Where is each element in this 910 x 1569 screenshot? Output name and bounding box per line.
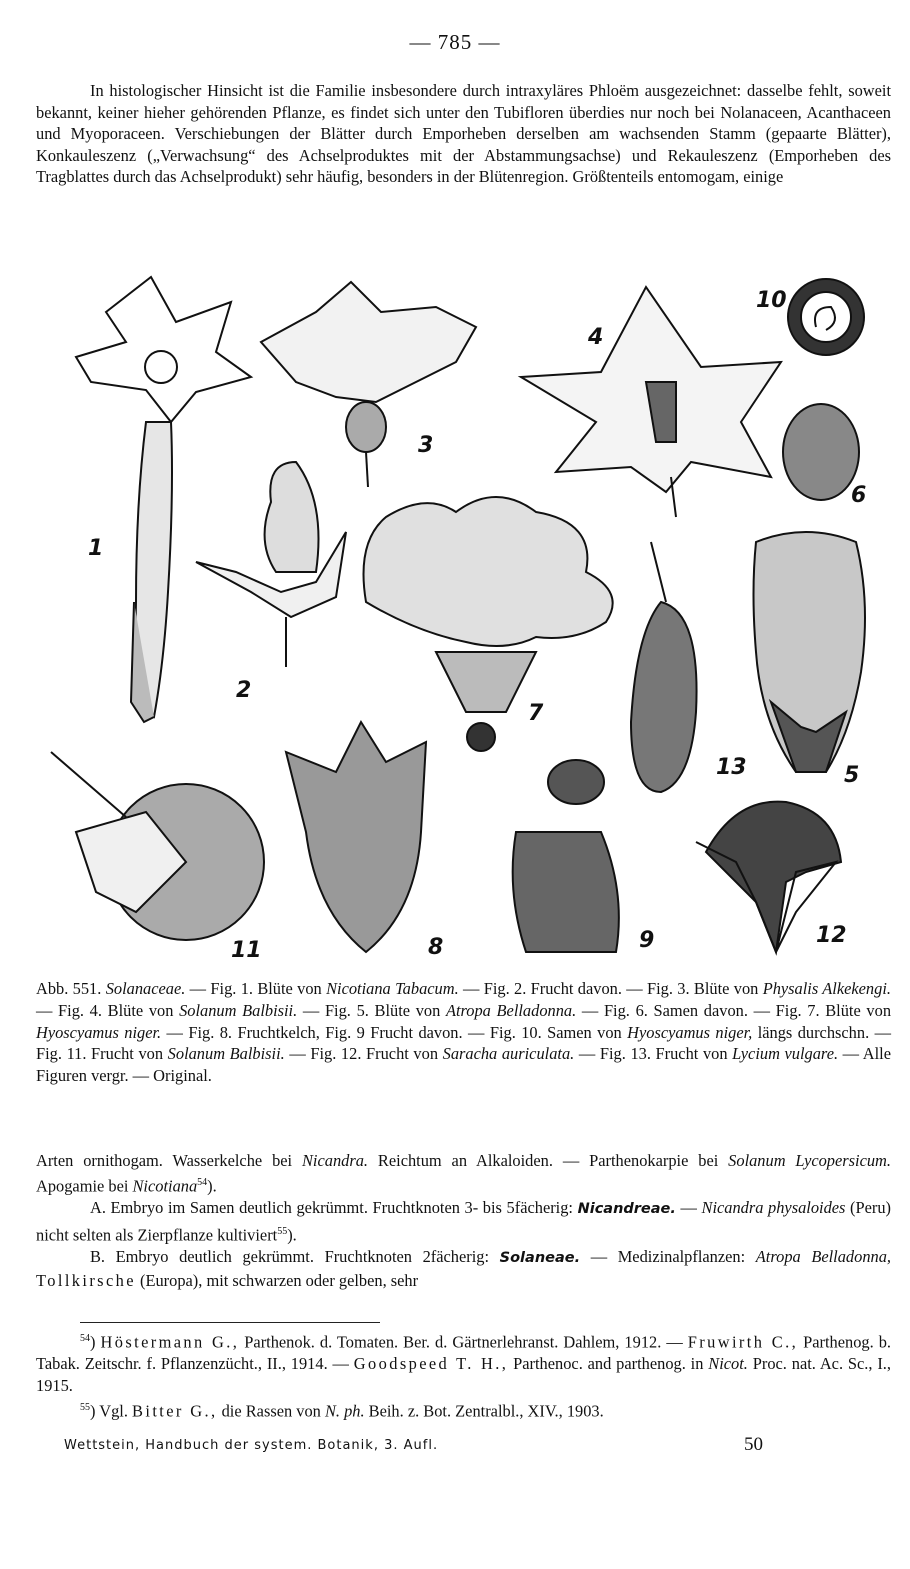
caption-text: — Fig. 8. Fruchtkelch, Fig. 9 Frucht davon. — Fig. 10. Samen von bbox=[161, 1022, 628, 1042]
fig6-seed bbox=[783, 404, 859, 500]
text: — bbox=[675, 1198, 702, 1218]
common-name: Tollkirsche bbox=[36, 1270, 136, 1290]
text: Apogamie bei bbox=[36, 1176, 133, 1196]
species: Atropa Belladonna, bbox=[755, 1247, 892, 1267]
caption-text: — Fig. 6. Samen davon. — Fig. 7. Blüte von bbox=[576, 1000, 892, 1020]
running-footer: Wettstein, Handbuch der system. Botanik, 3. Aufl. bbox=[64, 1438, 439, 1453]
author: Goodspeed T. H., bbox=[353, 1354, 509, 1374]
footnote-54 bbox=[36, 1328, 891, 1397]
fig1-nicotiana-flower bbox=[76, 277, 251, 722]
caption-species: Nicotiana Tabacum. bbox=[326, 979, 459, 998]
fig-label-4: 4 bbox=[588, 325, 604, 350]
top-paragraph: In histologischer Hinsicht ist die Familie insbesondere durch intraxyläres Phloëm ausgezeichnet: dasselbe fehlt, soweit bekannt, keiner hieher gehörenden Pflanze, es findet sich unter den Tubifloren überdies nur noch bei Nolanaceen, Acanthaceen und Myoporaceen. Verschiebungen der Blätter durch Emporheben derselben am wachsenden Stamm (gepaarte Blätter), Konkauleszenz („Verwachsung“ des Achselproduktes mit der Abstammungsachse) und Rekauleszenz (Emporheben des Tragblattes durch das Achselprodukt) sehr häufig, besonders in der Blütenregion. Größtenteils entomogam, einige bbox=[36, 81, 891, 187]
fig4-solanum-flower bbox=[521, 287, 781, 517]
fig-label-9: 9 bbox=[639, 928, 655, 953]
caption-species: Hyoscyamus niger, bbox=[627, 1022, 753, 1042]
caption-text: — Fig. 5. Blüte von bbox=[297, 1000, 446, 1020]
species: N. ph. bbox=[324, 1401, 365, 1421]
fig2-fruit bbox=[196, 462, 346, 667]
fig-label-11: 11 bbox=[231, 938, 262, 963]
fig-label-12: 12 bbox=[816, 923, 847, 948]
body-text bbox=[36, 1150, 891, 1292]
caption-text: — Fig. 12. Frucht von bbox=[284, 1044, 443, 1064]
text: Arten ornithogam. Wasserkelche bei bbox=[36, 1151, 302, 1170]
text: Parthenok. d. Tomaten. Ber. d. Gärtnerlehranst. Dahlem, 1912. — bbox=[239, 1332, 688, 1352]
fig9-fruit bbox=[513, 760, 619, 952]
body-paragraph-1 bbox=[36, 1150, 891, 1197]
author: Fruwirth C., bbox=[687, 1332, 799, 1352]
page-number: — 785 — bbox=[409, 30, 501, 54]
genus: Nicotiana bbox=[132, 1176, 198, 1196]
fig-label-5: 5 bbox=[844, 763, 860, 788]
text: B. Embryo deutlich gekrümmt. Fruchtknoten 2fächerig: bbox=[90, 1247, 500, 1267]
text: Beih. z. Bot. Zentralbl., XIV., 1903. bbox=[364, 1401, 604, 1421]
genus: Nicandra. bbox=[302, 1151, 369, 1170]
caption-species: Lycium vulgare. bbox=[732, 1044, 839, 1064]
text: Parthenoc. and parthenog. in bbox=[508, 1354, 709, 1374]
fig13-lycium-fruit bbox=[631, 542, 697, 792]
text: — Medizinalpflanzen: bbox=[580, 1247, 756, 1267]
caption-text: — Fig. 1. Blüte von bbox=[185, 979, 327, 998]
fig-label-6: 6 bbox=[851, 483, 867, 508]
author: Höstermann G., bbox=[100, 1332, 240, 1352]
species: Solanum Lycopersicum. bbox=[728, 1151, 891, 1170]
fig-label-7: 7 bbox=[528, 701, 544, 726]
tribe-name: Nicandreae. bbox=[577, 1201, 676, 1218]
text: ) bbox=[90, 1332, 101, 1352]
fig-label-3: 3 bbox=[418, 433, 434, 458]
figure-plate bbox=[36, 272, 891, 972]
caption-species: Solanum Balbisii. bbox=[179, 1000, 298, 1020]
genus: Nicot. bbox=[708, 1354, 748, 1374]
fig-label-2: 2 bbox=[236, 678, 252, 703]
text: Proc. nat. Ac. Sc., I., 1915. bbox=[36, 1354, 891, 1396]
caption-species: Physalis Alkekengi. bbox=[762, 979, 891, 998]
text: ). bbox=[207, 1176, 217, 1196]
fig3-physalis-flower bbox=[261, 282, 476, 487]
caption-species: Hyoscyamus niger. bbox=[36, 1022, 162, 1042]
fig7-hyoscyamus-flower bbox=[364, 497, 613, 751]
caption-text: — Fig. 2. Frucht davon. — Fig. 3. Blüte von bbox=[458, 979, 763, 998]
fig10-seed-section bbox=[788, 279, 864, 355]
fig-label-8: 8 bbox=[428, 935, 444, 960]
footnote-55 bbox=[36, 1397, 891, 1422]
caption-text: längs durchschn. — Fig. 11. Frucht von bbox=[36, 1022, 891, 1064]
fig-label-10: 10 bbox=[756, 288, 787, 313]
text: Reichtum an Alkaloiden. — Parthenokarpie bei bbox=[368, 1151, 729, 1170]
figure-caption bbox=[36, 978, 891, 1087]
fig11-solanum-fruit bbox=[51, 752, 264, 940]
caption-label: Abb. 551. bbox=[36, 979, 102, 998]
footnote-mark: 54 bbox=[80, 1333, 90, 1344]
text: (Peru) nicht selten als Zierpflanze kultiviert bbox=[36, 1198, 892, 1245]
text: A. Embryo im Samen deutlich gekrümmt. Fruchtknoten 3- bis 5fächerig: bbox=[90, 1198, 578, 1218]
text: ) Vgl. bbox=[90, 1401, 133, 1421]
text: die Rassen von bbox=[217, 1401, 325, 1421]
footnote-ref: 55 bbox=[277, 1225, 288, 1237]
species: Nicandra physaloides bbox=[701, 1198, 846, 1218]
caption-text: — Alle Figuren vergr. — Original. bbox=[36, 1044, 892, 1086]
footnote-rule bbox=[80, 1322, 380, 1323]
caption-species: Solanum Balbisii. bbox=[167, 1044, 285, 1064]
author: Bitter G., bbox=[132, 1401, 218, 1421]
botanical-illustration bbox=[36, 272, 891, 972]
fig-label-1: 1 bbox=[88, 536, 104, 561]
caption-text: — Fig. 4. Blüte von bbox=[36, 1000, 180, 1020]
sheet-number: 50 bbox=[744, 1434, 763, 1455]
fig5-atropa-flower bbox=[754, 532, 866, 772]
caption-species: Atropa Belladonna. bbox=[445, 1000, 577, 1020]
text: Parthenog. b. Tabak. Zeitschr. f. Pflanzenzücht., II., 1914. — bbox=[36, 1332, 891, 1374]
fig8-fruchtkelch bbox=[286, 722, 426, 952]
caption-family: Solanaceae. bbox=[105, 979, 186, 998]
tribe-name: Solaneae. bbox=[499, 1250, 581, 1267]
body-paragraph-b bbox=[36, 1246, 891, 1292]
footnote-ref: 54 bbox=[197, 1176, 208, 1188]
caption-text: — Fig. 13. Frucht von bbox=[574, 1044, 733, 1064]
footnote-mark: 55 bbox=[80, 1402, 90, 1414]
caption-species: Saracha auriculata. bbox=[442, 1044, 575, 1064]
footnotes bbox=[36, 1328, 891, 1423]
fig-label-13: 13 bbox=[716, 755, 747, 780]
body-paragraph-a bbox=[36, 1197, 891, 1246]
text: ). bbox=[287, 1225, 297, 1245]
text: (Europa), mit schwarzen oder gelben, sehr bbox=[135, 1270, 419, 1290]
